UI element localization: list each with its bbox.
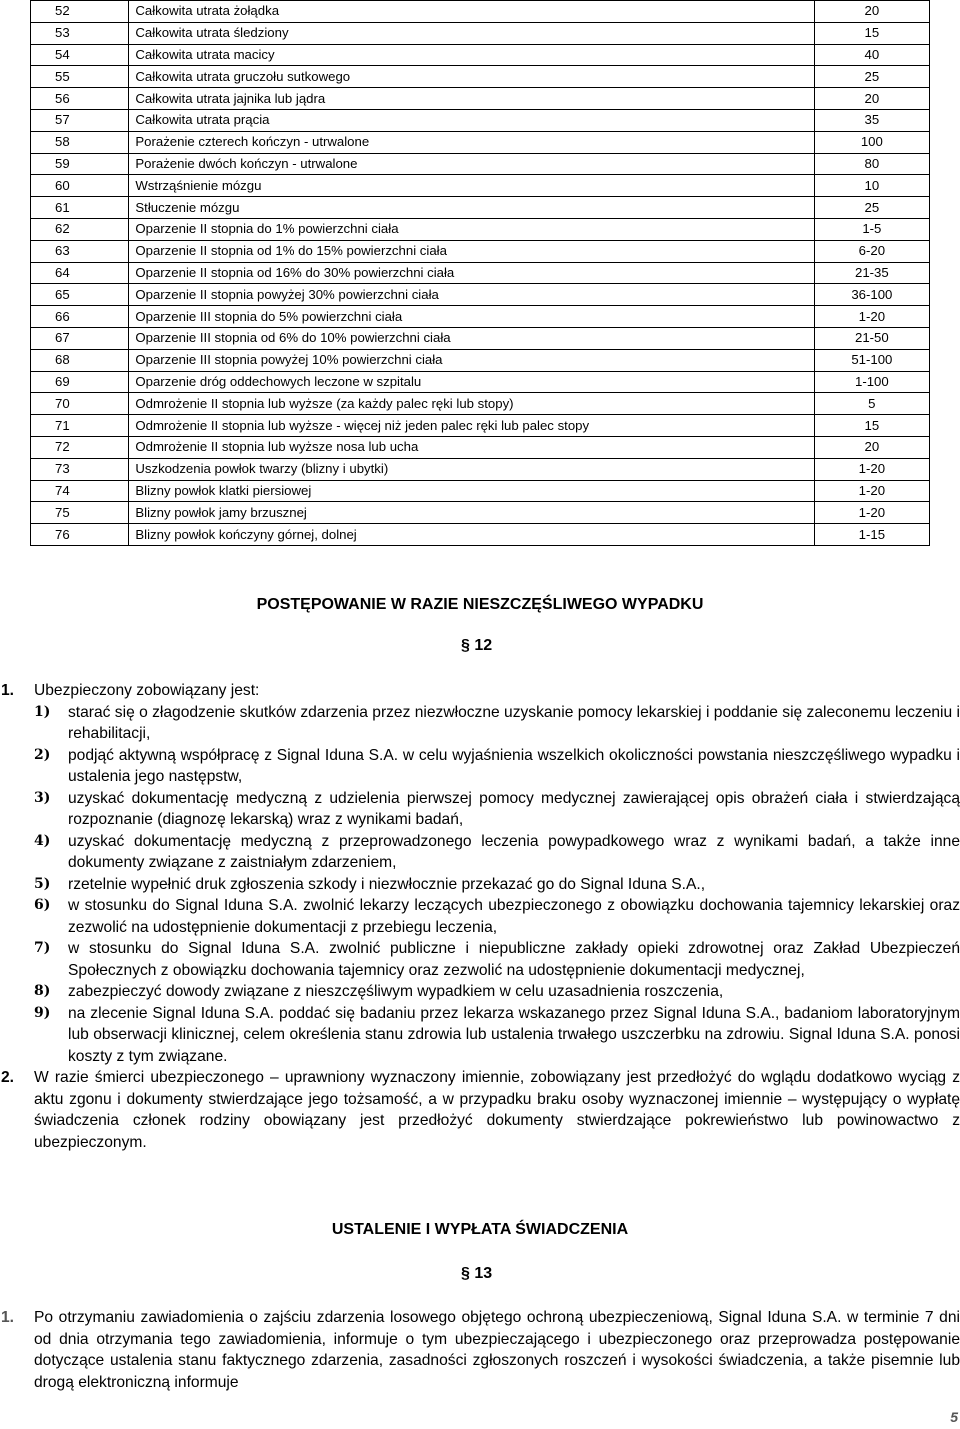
row-value: 51-100 — [814, 349, 929, 371]
row-value: 1-20 — [814, 480, 929, 502]
table-row — [31, 218, 930, 240]
table-row — [31, 393, 930, 415]
obligation-number: 2) — [34, 746, 51, 763]
row-number: 56 — [31, 88, 129, 110]
table-row — [31, 22, 930, 44]
injury-table-body — [31, 1, 930, 546]
obligation-text: uzyskać dokumentację medyczną z przeprowadzonego leczenia powypadkowego wraz z wynikami badań, a także inne dokumenty związane z zaistniałym zdarzeniem, — [68, 832, 960, 871]
section-12-item-2 — [0, 1067, 960, 1153]
row-number: 70 — [31, 393, 129, 415]
table-row — [31, 197, 930, 219]
row-description: Całkowita utrata jajnika lub jądra — [129, 88, 814, 110]
row-number: 66 — [31, 306, 129, 328]
row-description: Blizny powłok jamy brzusznej — [129, 502, 814, 524]
obligation-number: 8) — [34, 983, 51, 999]
row-value: 20 — [814, 436, 929, 458]
obligation-number: 9) — [34, 1004, 51, 1021]
obligation-item — [0, 981, 960, 1003]
row-value: 15 — [814, 22, 929, 44]
row-number: 57 — [31, 109, 129, 131]
row-value: 1-20 — [814, 502, 929, 524]
row-value: 21-50 — [814, 327, 929, 349]
item-text: Po otrzymaniu zawiadomienia o zajściu zdarzenia losowego objętego ochroną ubezpieczeniową, Signal Iduna S.A. w terminie 7 dni od dnia otrzymania tego zawiadomienia, informuje o tym ubezpieczającego i ubezpieczonego oraz przeprowadza postępowanie dotyczące ustalenia stanu faktycznego zdarzenia, zasadności zgłoszonych roszczeń i wysokości świadczenia, a także pisemnie lub drogą elektroniczną informuje — [34, 1309, 960, 1391]
row-value: 10 — [814, 175, 929, 197]
table-row — [31, 349, 930, 371]
section-13-paragraph-number: § 13 — [461, 1265, 493, 1282]
obligation-text: zabezpieczyć dowody związane z nieszczęśliwym wypadkiem w celu uzasadnienia roszczenia, — [68, 983, 724, 1000]
row-number: 65 — [31, 284, 129, 306]
row-value: 5 — [814, 393, 929, 415]
table-row — [31, 458, 930, 480]
obligation-item — [0, 874, 960, 896]
obligation-item — [0, 895, 960, 938]
row-description: Oparzenie II stopnia od 16% do 30% powierzchni ciała — [129, 262, 814, 284]
obligation-number: 6) — [34, 897, 51, 913]
page-number: 5 — [950, 1409, 958, 1425]
row-description: Oparzenie II stopnia powyżej 30% powierzchni ciała — [129, 284, 814, 306]
row-value: 6-20 — [814, 240, 929, 262]
row-description: Oparzenie III stopnia powyżej 10% powierzchni ciała — [129, 349, 814, 371]
table-row — [31, 502, 930, 524]
row-number: 71 — [31, 415, 129, 437]
section-13-content — [0, 1307, 960, 1393]
obligation-item — [0, 702, 960, 745]
row-description: Oparzenie III stopnia do 5% powierzchni ciała — [129, 306, 814, 328]
obligation-number: 4) — [34, 832, 51, 849]
obligation-text: na zlecenie Signal Iduna S.A. poddać się badaniu przez lekarza wskazanego przez Signal Iduna S.A., badaniom laboratoryjnym lub obserwacji klinicznej, celem określenia stanu zdrowia lub ustalenia trwałego uszczerbku na zdrowiu. Signal Iduna S.A. ponosi koszty z tym związane. — [68, 1004, 960, 1065]
row-value: 1-100 — [814, 371, 929, 393]
row-number: 69 — [31, 371, 129, 393]
obligation-text: uzyskać dokumentację medyczną z udzielenia pierwszej pomocy medycznej zawierającej opis obrażeń ciała i stwierdzającą rozpoznanie (diagnozę lekarską) wraz z wynikami badań, — [68, 789, 960, 828]
row-description: Odmrożenie II stopnia lub wyższe nosa lub ucha — [129, 436, 814, 458]
row-number: 58 — [31, 131, 129, 153]
obligation-number: 3) — [34, 789, 51, 806]
row-value: 100 — [814, 131, 929, 153]
row-value: 1-5 — [814, 218, 929, 240]
table-row — [31, 415, 930, 437]
section-12-heading: POSTĘPOWANIE W RAZIE NIESZCZĘŚLIWEGO WYPADKU — [256, 596, 704, 613]
row-value: 1-15 — [814, 524, 929, 546]
obligation-text: w stosunku do Signal Iduna S.A. zwolnić lekarzy leczących ubezpieczonego z obowiązku dochowania tajemnicy lekarskiej oraz zezwolić na udostępnienie dokumentacji z przebiegu leczenia, — [68, 897, 960, 936]
section-13-item-1 — [0, 1307, 960, 1393]
row-number: 59 — [31, 153, 129, 175]
row-description: Oparzenie II stopnia do 1% powierzchni ciała — [129, 218, 814, 240]
row-value: 20 — [814, 88, 929, 110]
table-row — [31, 371, 930, 393]
obligation-item — [0, 788, 960, 831]
injury-table — [30, 0, 930, 546]
row-description: Całkowita utrata prącia — [129, 109, 814, 131]
row-value: 80 — [814, 153, 929, 175]
row-value: 15 — [814, 415, 929, 437]
row-value: 36-100 — [814, 284, 929, 306]
row-description: Porażenie dwóch kończyn - utrwalone — [129, 153, 814, 175]
row-value: 21-35 — [814, 262, 929, 284]
row-description: Uszkodzenia powłok twarzy (blizny i ubytki) — [129, 458, 814, 480]
table-row — [31, 306, 930, 328]
row-value: 1-20 — [814, 306, 929, 328]
row-number: 55 — [31, 66, 129, 88]
row-description: Wstrząśnienie mózgu — [129, 175, 814, 197]
obligation-text: rzetelnie wypełnić druk zgłoszenia szkody i niezwłocznie przekazać go do Signal Iduna S.A., — [68, 875, 706, 893]
row-value: 25 — [814, 197, 929, 219]
obligation-text: starać się o złagodzenie skutków zdarzenia przez niezwłoczne uzyskanie pomocy lekarskiej i poddanie się zaleconemu leczeniu i rehabilitacji, — [68, 703, 960, 742]
row-number: 76 — [31, 524, 129, 546]
row-value: 35 — [814, 109, 929, 131]
row-number: 63 — [31, 240, 129, 262]
obligation-item — [0, 1003, 960, 1068]
row-number: 73 — [31, 458, 129, 480]
row-description: Całkowita utrata śledziony — [129, 22, 814, 44]
table-row — [31, 524, 930, 546]
row-description: Blizny powłok kończyny górnej, dolnej — [129, 524, 814, 546]
table-row — [31, 66, 930, 88]
obligations-list — [0, 702, 960, 1068]
obligation-number: 5) — [34, 875, 51, 892]
row-description: Odmrożenie II stopnia lub wyższe - więcej niż jeden palec ręki lub palec stopy — [129, 415, 814, 437]
row-number: 61 — [31, 197, 129, 219]
table-row — [31, 1, 930, 23]
row-description: Całkowita utrata żołądka — [129, 1, 814, 23]
table-row — [31, 109, 930, 131]
obligation-number: 7) — [34, 940, 51, 956]
row-value: 40 — [814, 44, 929, 66]
row-value: 25 — [814, 66, 929, 88]
obligation-number: 1) — [34, 703, 51, 720]
table-row — [31, 327, 930, 349]
table-row — [31, 480, 930, 502]
section-12-content — [0, 680, 960, 1153]
row-number: 75 — [31, 502, 129, 524]
row-description: Oparzenie II stopnia od 1% do 15% powierzchni ciała — [129, 240, 814, 262]
row-number: 67 — [31, 327, 129, 349]
table-row — [31, 240, 930, 262]
row-value: 20 — [814, 1, 929, 23]
row-description: Oparzenie dróg oddechowych leczone w szpitalu — [129, 371, 814, 393]
row-number: 60 — [31, 175, 129, 197]
row-number: 64 — [31, 262, 129, 284]
row-description: Blizny powłok klatki piersiowej — [129, 480, 814, 502]
table-row — [31, 284, 930, 306]
obligation-item — [0, 938, 960, 981]
item-text: W razie śmierci ubezpieczonego – uprawniony wyznaczony imiennie, zobowiązany jest przedłożyć do wglądu dodatkowo wyciąg z aktu zgonu i dokumenty stwierdzające jego tożsamość, a w przypadku braku osoby wyznaczonej imiennie – występujący o wypłatę świadczenia członek rodziny obowiązany jest przedłożyć dokumenty stwierdzające pokrewieństwo lub powinowactwo z ubezpieczonym. — [34, 1069, 960, 1151]
item-intro: Ubezpieczony zobowiązany jest: — [34, 682, 260, 699]
table-row — [31, 88, 930, 110]
row-number: 54 — [31, 44, 129, 66]
item-number: 1. — [1, 1309, 15, 1326]
row-number: 74 — [31, 480, 129, 502]
table-row — [31, 153, 930, 175]
item-number: 2. — [1, 1069, 15, 1086]
row-description: Odmrożenie II stopnia lub wyższe (za każdy palec ręki lub stopy) — [129, 393, 814, 415]
obligation-item — [0, 831, 960, 874]
obligation-item — [0, 745, 960, 788]
row-number: 62 — [31, 218, 129, 240]
obligation-text: podjąć aktywną współpracę z Signal Iduna S.A. w celu wyjaśnienia wszelkich okoliczności powstania nieszczęśliwego wypadku i ustalenia jego następstw, — [68, 746, 960, 785]
row-number: 68 — [31, 349, 129, 371]
section-12-item-1 — [0, 680, 960, 702]
item-number: 1. — [1, 682, 15, 699]
section-12-paragraph-number: § 12 — [461, 637, 493, 654]
row-description: Oparzenie III stopnia od 6% do 10% powierzchni ciała — [129, 327, 814, 349]
table-row — [31, 436, 930, 458]
row-number: 72 — [31, 436, 129, 458]
section-13-heading: USTALENIE I WYPŁATA ŚWIADCZENIA — [331, 1221, 629, 1238]
table-row — [31, 131, 930, 153]
table-row — [31, 262, 930, 284]
row-description: Stłuczenie mózgu — [129, 197, 814, 219]
row-description: Całkowita utrata macicy — [129, 44, 814, 66]
obligation-text: w stosunku do Signal Iduna S.A. zwolnić publiczne i niepubliczne zakłady opieki zdrowotnej oraz Zakład Ubezpieczeń Społecznych z obowiązku dochowania tajemnicy oraz zezwolić na udostępnienie dokumentacji medycznej, — [68, 940, 960, 979]
row-description: Porażenie czterech kończyn - utrwalone — [129, 131, 814, 153]
table-row — [31, 44, 930, 66]
table-row — [31, 175, 930, 197]
row-description: Całkowita utrata gruczołu sutkowego — [129, 66, 814, 88]
row-value: 1-20 — [814, 458, 929, 480]
row-number: 52 — [31, 1, 129, 23]
row-number: 53 — [31, 22, 129, 44]
